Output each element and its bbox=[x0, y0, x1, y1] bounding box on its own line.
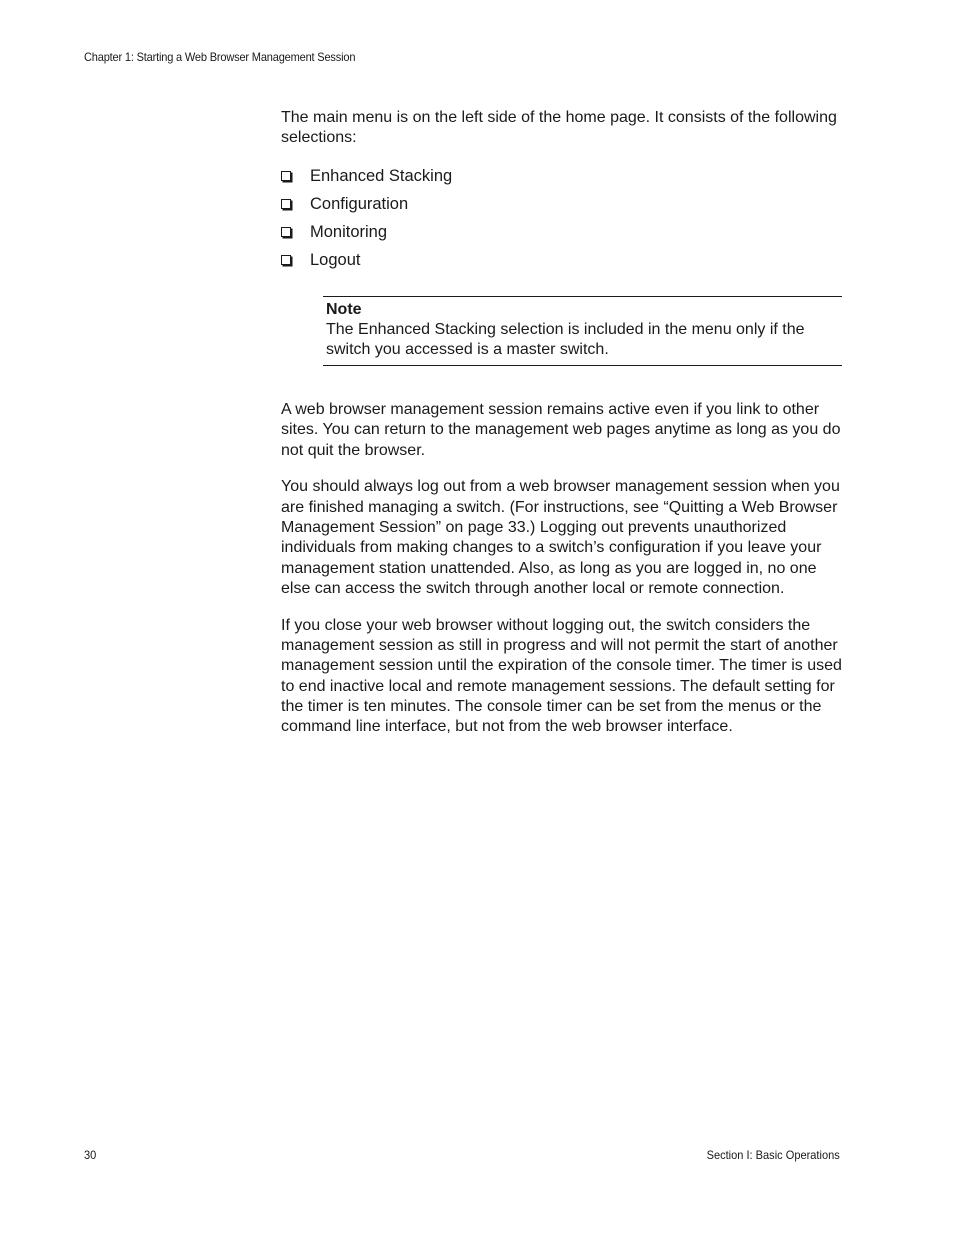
list-item-label: Logout bbox=[310, 250, 361, 269]
upper-body bbox=[281, 108, 843, 278]
note-title: Note bbox=[326, 301, 362, 318]
list-item-label: Enhanced Stacking bbox=[310, 166, 453, 185]
footer-section-title: Section I: Basic Operations bbox=[706, 1148, 840, 1162]
checkbox-bullet-icon bbox=[281, 199, 291, 209]
body-paragraph: If you close your web browser without logging out, the switch considers the management session as still in progress and will not permit the start of another management session until the expiration of the console timer. The timer is used to end inactive local and remote management sessions. The default setting for the timer is ten minutes. The console timer can be set from the menus or the command line interface, but not from the web browser interface. bbox=[281, 616, 842, 736]
checkbox-bullet-icon bbox=[281, 227, 291, 237]
list-item bbox=[281, 194, 843, 214]
note-text: The Enhanced Stacking selection is included in the menu only if the switch you accessed is a master switch. bbox=[326, 321, 805, 359]
list-item bbox=[281, 250, 843, 270]
list-item bbox=[281, 222, 843, 242]
body-paragraph: A web browser management session remains active even if you link to other sites. You can return to the management web pages anytime as long as you do not quit the browser. bbox=[281, 401, 841, 459]
menu-selection-list bbox=[281, 166, 843, 270]
list-item-label: Monitoring bbox=[310, 222, 388, 241]
checkbox-bullet-icon bbox=[281, 171, 291, 181]
intro-paragraph: The main menu is on the left side of the home page. It consists of the following selections: bbox=[281, 109, 837, 147]
page-number: 30 bbox=[84, 1148, 97, 1162]
lower-body bbox=[281, 400, 843, 754]
list-item-label: Configuration bbox=[310, 194, 409, 213]
note-box bbox=[323, 296, 842, 366]
body-paragraph: You should always log out from a web browser management session when you are finished managing a switch. (For instructions, see “Quitting a Web Browser Management Session” on page 33.) Logging out prevents unauthorized individuals from making changes to a switch’s configuration if you leave your management station unattended. Also, as long as you are logged in, no one else can access the switch through another local or remote connection. bbox=[281, 478, 840, 597]
running-header: Chapter 1: Starting a Web Browser Management Session bbox=[84, 50, 356, 64]
checkbox-bullet-icon bbox=[281, 255, 291, 265]
list-item bbox=[281, 166, 843, 186]
